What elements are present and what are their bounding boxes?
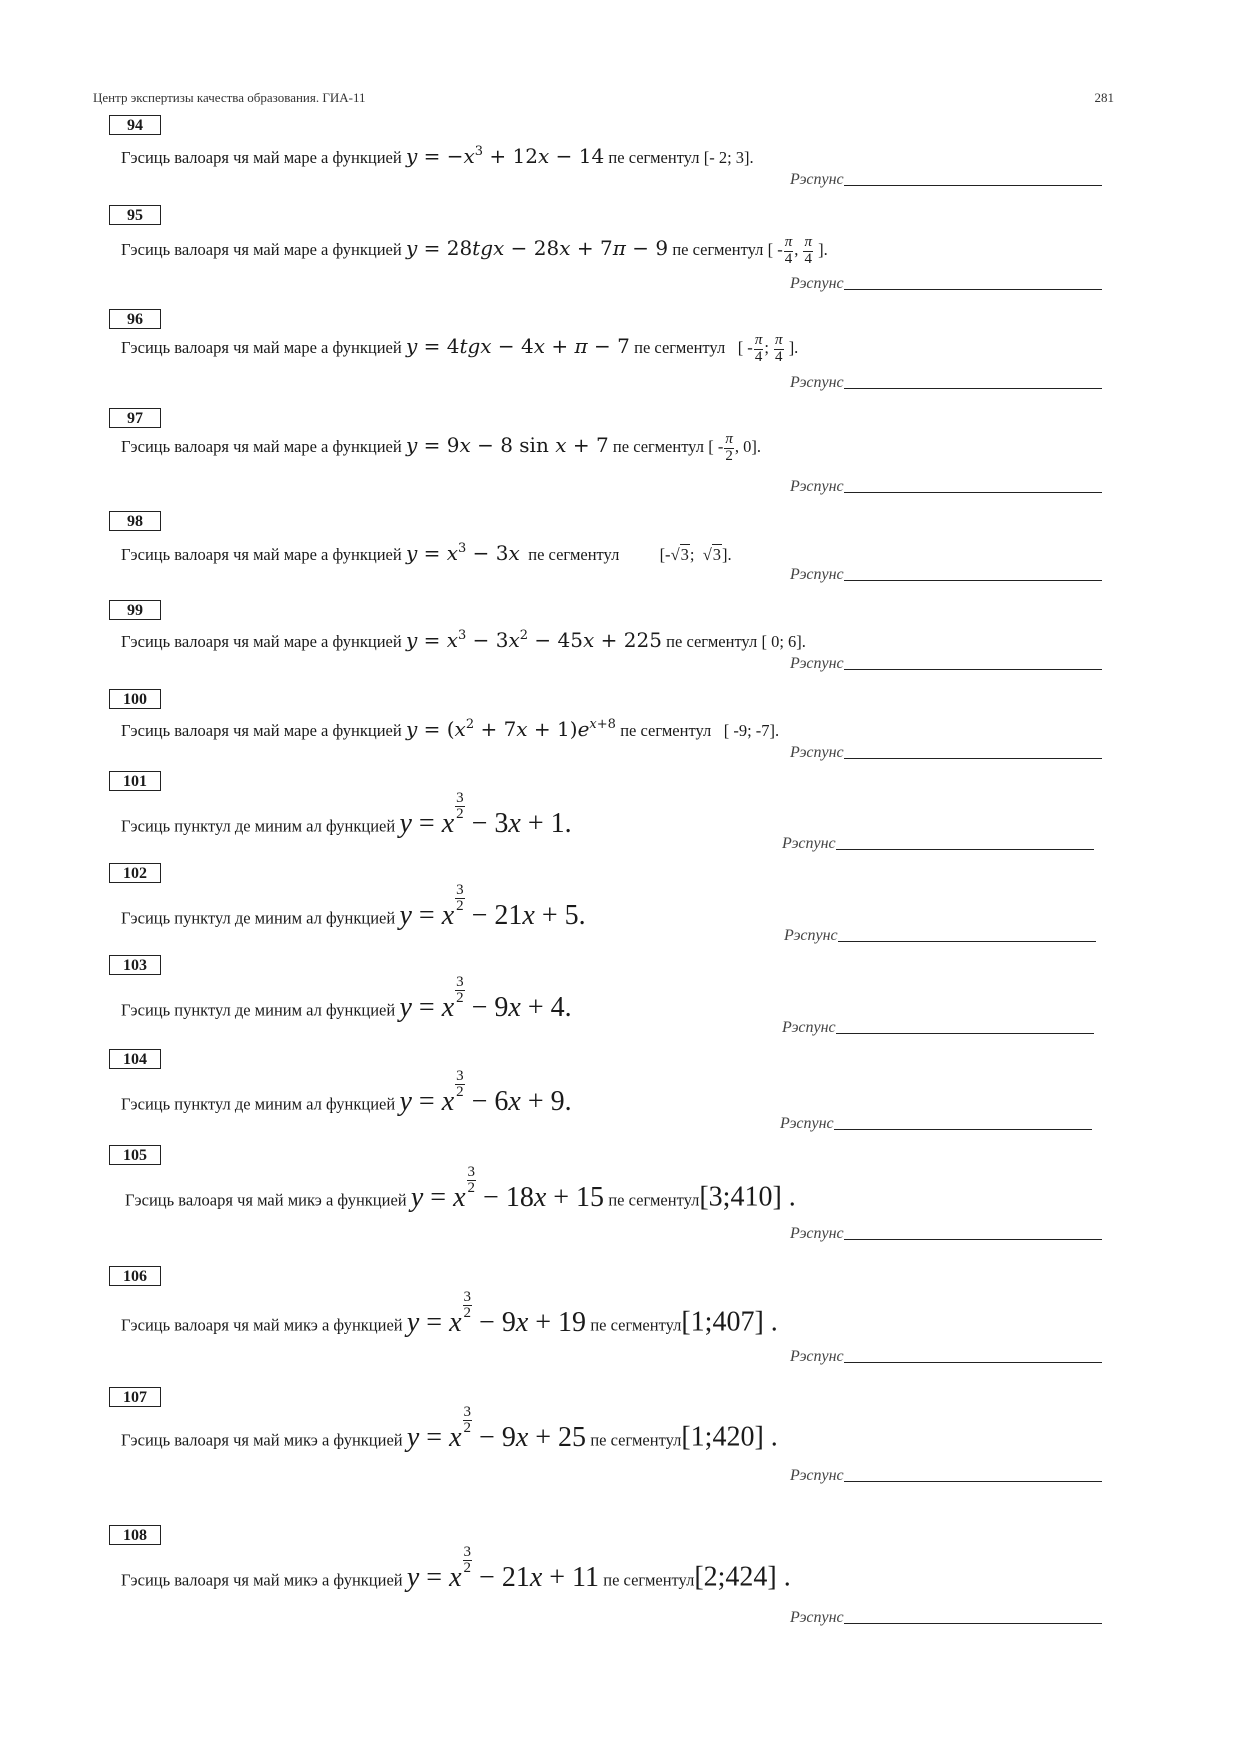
task-text: Гэсиць валоаря чя май микэ а функцией bbox=[121, 1430, 403, 1450]
answer-field[interactable]: Рэспунс bbox=[784, 927, 1096, 945]
task-text: Гэсиць валоаря чя май микэ а функцией bbox=[121, 1315, 403, 1335]
segment: [1;407] . bbox=[681, 1306, 778, 1338]
answer-field[interactable]: Рэспунс bbox=[790, 1225, 1102, 1243]
segment-word: пе сегментул bbox=[634, 338, 726, 358]
formula: y = 28tgx − 28x + 7π − 9 bbox=[405, 236, 669, 261]
task-text: Гэсиць валоаря чя май маре а функцией bbox=[121, 632, 402, 651]
answer-field[interactable]: Рэспунс bbox=[790, 275, 1102, 293]
task-text: Гэсиць валоаря чя май маре а функцией bbox=[121, 148, 402, 167]
segment-word: пе сегментул bbox=[620, 721, 712, 740]
answer-field[interactable]: Рэспунс bbox=[790, 374, 1102, 392]
task-number: 102 bbox=[109, 863, 161, 883]
task-statement bbox=[121, 333, 798, 366]
task-number: 99 bbox=[109, 600, 161, 620]
task-number: 108 bbox=[109, 1525, 161, 1545]
segment: [ - $\frac{\pi}{4}$ , $\frac{\pi}{4}$ ]. bbox=[767, 234, 828, 267]
task-number: 94 bbox=[109, 115, 161, 135]
segment-word: пе сегментул bbox=[608, 1190, 700, 1210]
formula: y = x $\frac{3}{2}$ − 9x + 19 bbox=[406, 1289, 587, 1338]
task-text: Гэсиць пунктул де миним ал функцией bbox=[121, 1094, 396, 1114]
segment: [ -9; -7]. bbox=[715, 721, 780, 740]
segment-word: пе сегментул bbox=[528, 545, 620, 564]
task-statement bbox=[121, 235, 828, 268]
page-header-title: Центр экспертизы качества образования. ГИА-11 bbox=[93, 90, 366, 105]
task-statement bbox=[121, 1545, 791, 1594]
formula: y = x $\frac{3}{2}$ − 9x + 25 bbox=[406, 1404, 587, 1453]
task-text: Гэсиць валоаря чя май маре а функцией bbox=[121, 240, 402, 260]
formula: y = x $\frac{3}{2}$ − 3x + 1. bbox=[399, 790, 572, 839]
segment-word: пе сегментул bbox=[666, 632, 758, 651]
answer-field[interactable]: Рэспунс bbox=[790, 478, 1102, 496]
task-statement bbox=[121, 628, 806, 652]
task-number: 106 bbox=[109, 1266, 161, 1286]
task-text: Гэсиць валоаря чя май маре а функцией bbox=[121, 338, 402, 358]
segment: [-√3; √3]. bbox=[659, 545, 732, 564]
task-number: 96 bbox=[109, 309, 161, 329]
task-number: 104 bbox=[109, 1049, 161, 1069]
answer-field[interactable]: Рэспунс bbox=[790, 1609, 1102, 1627]
answer-field[interactable]: Рэспунс bbox=[782, 835, 1094, 853]
task-statement bbox=[121, 1405, 778, 1454]
task-text: Гэсиць валоаря чя май маре а функцией bbox=[121, 721, 402, 740]
formula: y = 4tgx − 4x + π − 7 bbox=[405, 334, 630, 359]
formula: y = x $\frac{3}{2}$ − 21x + 11 bbox=[406, 1544, 600, 1593]
formula: y = x $\frac{3}{2}$ − 18x + 15 bbox=[410, 1164, 605, 1213]
segment-word: пе сегментул bbox=[672, 240, 764, 260]
segment: [ - $\frac{\pi}{2}$ , 0]. bbox=[708, 431, 761, 464]
answer-field[interactable]: Рэспунс bbox=[790, 1348, 1102, 1366]
task-text: Гэсиць валоаря чя май маре а функцией bbox=[121, 545, 402, 564]
segment: [3;410] . bbox=[699, 1181, 796, 1213]
answer-field[interactable]: Рэспунс bbox=[790, 655, 1102, 673]
segment: [ 0; 6]. bbox=[761, 632, 806, 651]
formula: $y = x^3 - 3x$ bbox=[405, 541, 520, 565]
task-statement bbox=[121, 791, 572, 840]
task-number: 103 bbox=[109, 955, 161, 975]
task-number: 105 bbox=[109, 1145, 161, 1165]
segment-word: пе сегментул bbox=[608, 148, 700, 167]
segment: [2;424] . bbox=[694, 1561, 791, 1593]
page-number: 281 bbox=[1094, 90, 1114, 105]
task-statement bbox=[121, 432, 761, 465]
formula: y = x $\frac{3}{2}$ − 9x + 4. bbox=[399, 974, 572, 1023]
task-statement bbox=[121, 883, 586, 932]
segment-word: пе сегментул bbox=[590, 1315, 682, 1335]
answer-field[interactable]: Рэспунс bbox=[790, 744, 1102, 762]
task-statement bbox=[121, 1069, 572, 1118]
segment: [ - $\frac{\pi}{4}$ ; $\frac{\pi}{4}$ ]. bbox=[729, 332, 799, 365]
task-statement bbox=[121, 541, 732, 565]
formula: y = x $\frac{3}{2}$ − 21x + 5. bbox=[399, 882, 586, 931]
answer-field[interactable]: Рэспунс bbox=[790, 171, 1102, 189]
task-statement bbox=[121, 717, 779, 741]
answer-field[interactable]: Рэспунс bbox=[780, 1115, 1092, 1133]
task-number: 95 bbox=[109, 205, 161, 225]
formula: $y = x^3 - 3x^2 - 45x + 225$ bbox=[405, 628, 662, 652]
task-number: 100 bbox=[109, 689, 161, 709]
task-number: 98 bbox=[109, 511, 161, 531]
segment: [1;420] . bbox=[681, 1421, 778, 1453]
task-number: 97 bbox=[109, 408, 161, 428]
task-number: 101 bbox=[109, 771, 161, 791]
segment-word: пе сегментул bbox=[612, 437, 704, 457]
task-statement bbox=[121, 975, 572, 1024]
task-text: Гэсиць валоаря чя май микэ а функцией bbox=[121, 1570, 403, 1590]
task-statement bbox=[121, 144, 754, 168]
task-text: Гэсиць пунктул де миним ал функцией bbox=[121, 908, 396, 928]
segment-word: пе сегментул bbox=[590, 1430, 682, 1450]
formula: y = x $\frac{3}{2}$ − 6x + 9. bbox=[399, 1068, 572, 1117]
formula: $y = (x^2 + 7x + 1)e^{x+8}$ bbox=[405, 717, 616, 741]
task-text: Гэсиць валоаря чя май маре а функцией bbox=[121, 437, 402, 457]
task-number: 107 bbox=[109, 1387, 161, 1407]
segment: [- 2; 3]. bbox=[703, 148, 754, 167]
answer-field[interactable]: Рэспунс bbox=[790, 1467, 1102, 1485]
answer-field[interactable]: Рэспунс bbox=[790, 566, 1102, 584]
task-text: Гэсиць пунктул де миним ал функцией bbox=[121, 1000, 396, 1020]
task-text: Гэсиць валоаря чя май микэ а функцией bbox=[125, 1190, 407, 1210]
task-statement bbox=[121, 1290, 778, 1339]
segment-word: пе сегментул bbox=[603, 1570, 695, 1590]
formula: $y = -x^3 + 12x - 14$ bbox=[405, 144, 605, 168]
task-text: Гэсиць пунктул де миним ал функцией bbox=[121, 816, 396, 836]
task-statement bbox=[125, 1165, 796, 1214]
answer-field[interactable]: Рэспунс bbox=[782, 1019, 1094, 1037]
formula: y = 9x − 8 sin x + 7 bbox=[405, 433, 609, 458]
